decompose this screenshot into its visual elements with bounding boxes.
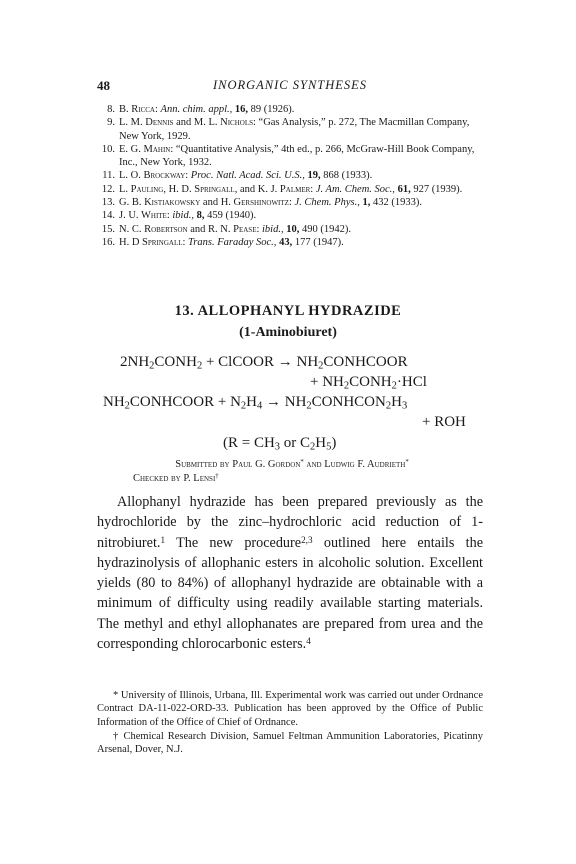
checked-by: Checked by P. Lensi† <box>133 472 219 484</box>
running-title: INORGANIC SYNTHESES <box>212 78 368 92</box>
equation-2-line-1: $NH_2CONHCOOR + N_2H_4$ → $NH_2CONHCON_2H_3$ <box>103 394 408 412</box>
section-title: 13. ALLOPHANYL HYDRAZIDE <box>174 303 402 319</box>
equation-1-line-2: + $NH_2CONH_2\cdot HCl$ <box>310 374 427 392</box>
section-subtitle: (1-Aminobiuret) <box>239 325 337 340</box>
submitted-by: Submitted by Paul G. Gordon* and Ludwig F. Audrieth* <box>175 458 409 470</box>
reference-item: 16. H. D Springall: Trans. Faraday Soc., 43, 177 (1947). <box>101 236 344 248</box>
footnote-checker: † Chemical Research Division, Samuel Feltman Ammunition Laboratories, Picatinny Arsenal, Dover, N.J. <box>97 730 483 756</box>
reference-item: 15. N. C. Robertson and R. N. Pease: ibid., 10, 490 (1942). <box>101 223 351 235</box>
footnotes <box>97 689 483 757</box>
equation-1-line-1: $2NH_2CONH_2$ + ClCOOR → $NH_2CONHCOOR$ <box>120 354 408 372</box>
reference-item: 13. G. B. Kistiakowsky and H. Gershinowitz: J. Chem. Phys., 1, 432 (1933). <box>101 197 422 209</box>
reference-item: 10. E. G. Mahin: “Quantitative Analysis,” 4th ed., p. 266, McGraw-Hill Book Company, Inc., New York, 1932. <box>101 143 475 169</box>
reference-item: 11. L. O. Brockway: Proc. Natl. Acad. Sci. U.S., 19, 868 (1933). <box>102 170 373 182</box>
footnote-affiliation: * University of Illinois, Urbana, Ill. Experimental work was carried out under Ordnance Contract DA-11-022-ORD-33. Publication has been approved by the Office of Public Information of the Office of Chief of Ordnance. <box>97 690 483 728</box>
reference-item: 14. J. U. White: ibid., 8, 459 (1940). <box>101 210 257 222</box>
reference-item: 8. B. Ricca: Ann. chim. appl., 16, 89 (1926). <box>107 104 295 115</box>
running-head <box>97 78 483 96</box>
reference-list <box>97 103 487 249</box>
reference-item: 9. L. M. Dennis and M. L. Nichols: “Gas Analysis,” p. 272, The Macmillan Company, New York, 1929. <box>107 117 470 142</box>
page-number: 48 <box>97 78 110 93</box>
reference-item: 12. L. Pauling, H. D. Springall, and K. J. Palmer: J. Am. Chem. Soc., 61, 927 (1939). <box>101 183 463 195</box>
r-definition: ($R = CH_3$ or $C_2H_5$) <box>223 435 337 453</box>
equation-2-line-2: + ROH <box>422 414 466 430</box>
body-paragraph: Allophanyl hydrazide has been prepared previously as the hydrochloride by the zinc–hydrochloric acid reduction of 1-nitrobiuret.$^1$ The new procedure$^{2,3}$ outlined here entails the hydrazinolysis of allophanic esters in alcoholic solution. Excellent yields (80 to 84%) of allophanyl hydrazide are obtainable with a minimum of difficulty using readily available starting materials. The methyl and ethyl allophanates are prepared from urea and the corresponding chlorocarbonic esters.$^4$ <box>97 494 484 653</box>
